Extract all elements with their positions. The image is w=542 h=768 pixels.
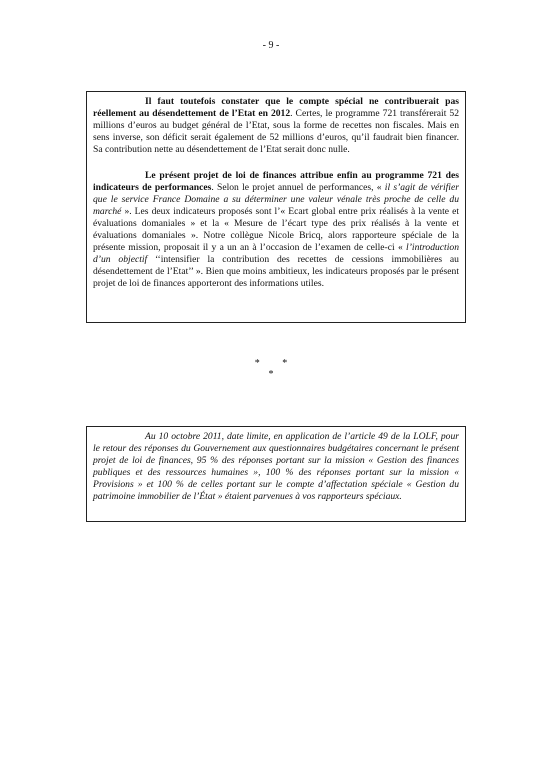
- separator-stars-top: * *: [254, 358, 298, 369]
- framed-text-box-questionnaires: [86, 426, 466, 522]
- paragraph-desendettement: [93, 96, 459, 156]
- page-number: - 9 -: [262, 40, 280, 51]
- paragraph-body-text: ‘‘intensifier la contribution des recettes de cessions immobilières au désendettement de l’Etat’’ ». Bien que moins ambitieux, les indicateurs proposés par le présent projet de loi de finances apporteront des informations utiles.: [93, 254, 459, 289]
- italic-quote-text: il s’agit de vérifier que le service France Domaine a su déterminer une valeur vénale très proche de celle du marché: [93, 182, 459, 217]
- paragraph-questionnaires: Au 10 octobre 2011, date limite, en application de l’article 49 de la LOLF, pour le retour des réponses du Gouvernement aux questionnaires budgétaires concernant le présent projet de loi de finances, 95 % des réponses portant sur la mission « Gestion des finances publiques et des ressources humaines », 100 % des réponses portant sur la mission « Provisions » et 100 % de celles portant sur le compte d’affectation spéciale « Gestion du patrimoine immobilier de l’État » étaient parvenues à vos rapporteurs spéciaux.: [93, 431, 459, 502]
- separator-star-bottom: *: [268, 369, 274, 380]
- framed-text-box-compte-special: [86, 91, 466, 323]
- bold-lead-text: Il faut toutefois constater que le compte spécial ne contribuerait pas réellement au désendettement de l’Etat en 2012: [93, 96, 459, 119]
- bold-lead-text: Le présent projet de loi de finances attribue enfin au programme 721 des indicateurs de performances: [93, 170, 459, 193]
- paragraph-body-text: ». Les deux indicateurs proposés sont l’« Ecart global entre prix réalisés à la vente et évaluations domaniales » et la « Mesure de l’écart type des prix réalisés à la vente et évaluations domaniales ». Notre collègue Nicole Bricq, alors rapporteure spéciale de la présente mission, proposait il y a un an à l’occasion de l’examen de celle-ci «: [93, 206, 459, 253]
- paragraph-body-text: . Certes, le programme 721 transférerait 52 millions d’euros au budget général de l’Etat, sous la forme de recettes non fiscales. Mais en sens inverse, son déficit serait également de 52 millions d’euros, qu’il faudrait bien financer. Sa contribution nette au désendettement de l’Etat serait donc nulle.: [93, 108, 460, 155]
- italic-quote-text: l’introduction d’un objectif: [93, 242, 459, 265]
- paragraph-body-text: . Selon le projet annuel de performances, «: [211, 182, 385, 193]
- paragraph-indicateurs: [93, 170, 459, 290]
